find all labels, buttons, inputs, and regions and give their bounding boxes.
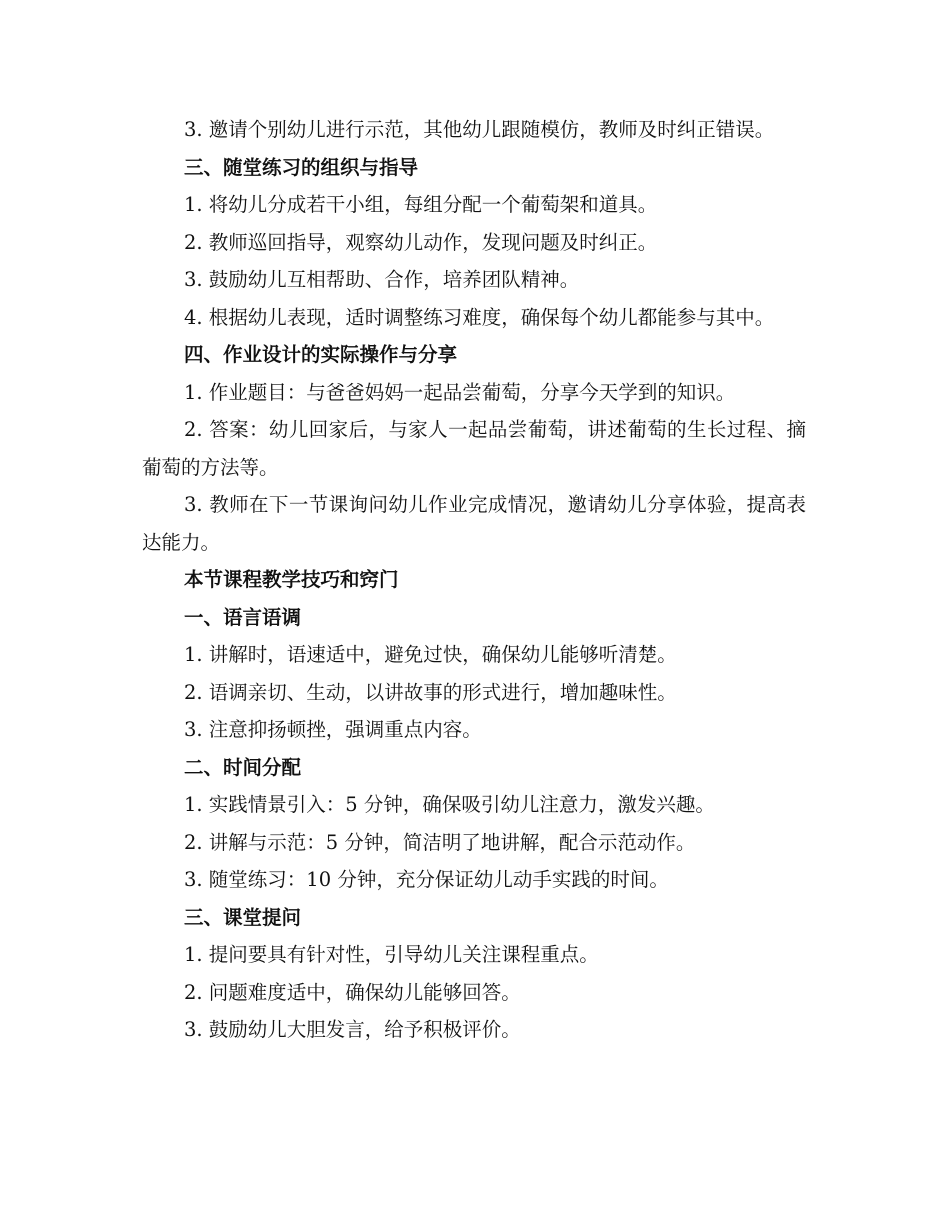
section-heading: 三、随堂练习的组织与指导 [184, 155, 419, 179]
paragraph: 2. 问题难度适中，确保幼儿能够回答。 [184, 980, 521, 1004]
paragraph: 4. 根据幼儿表现，适时调整练习难度，确保每个幼儿都能参与其中。 [184, 305, 775, 329]
paragraph: 2. 讲解与示范：5 分钟，简洁明了地讲解，配合示范动作。 [184, 830, 696, 854]
paragraph: 2. 语调亲切、生动，以讲故事的形式进行，增加趣味性。 [184, 680, 677, 704]
section-heading: 本节课程教学技巧和窍门 [184, 568, 399, 591]
paragraph: 1. 作业题目：与爸爸妈妈一起品尝葡萄，分享今天学到的知识。 [184, 380, 736, 404]
document-page [142, 111, 806, 1049]
section-heading: 一、语言语调 [184, 605, 302, 629]
paragraph: 1. 将幼儿分成若干小组，每组分配一个葡萄架和道具。 [184, 193, 658, 216]
section-heading: 三、课堂提问 [184, 905, 302, 929]
paragraph: 3. 注意抑扬顿挫，强调重点内容。 [184, 718, 482, 741]
paragraph: 1. 实践情景引入：5 分钟，确保吸引幼儿注意力，激发兴趣。 [184, 793, 715, 816]
paragraph: 3. 鼓励幼儿互相帮助、合作，培养团队精神。 [184, 268, 580, 291]
section-heading: 四、作业设计的实际操作与分享 [184, 343, 458, 366]
paragraph: 1. 讲解时，语速适中，避免过快，确保幼儿能够听清楚。 [184, 643, 677, 666]
paragraph: 1. 提问要具有针对性，引导幼儿关注课程重点。 [184, 943, 599, 966]
paragraph: 2. 教师巡回指导，观察幼儿动作，发现问题及时纠正。 [184, 230, 658, 254]
paragraph: 2. 答案：幼儿回家后，与家人一起品尝葡萄，讲述葡萄的生长过程、摘葡萄的方法等。 [142, 418, 806, 479]
paragraph: 3. 邀请个别幼儿进行示范，其他幼儿跟随模仿，教师及时纠正错误。 [184, 118, 775, 141]
paragraph: 3. 教师在下一节课询问幼儿作业完成情况，邀请幼儿分享体验，提高表达能力。 [142, 493, 806, 554]
paragraph: 3. 鼓励幼儿大胆发言，给予积极评价。 [184, 1018, 521, 1041]
section-heading: 二、时间分配 [184, 755, 302, 779]
paragraph: 3. 随堂练习：10 分钟，充分保证幼儿动手实践的时间。 [184, 868, 669, 891]
